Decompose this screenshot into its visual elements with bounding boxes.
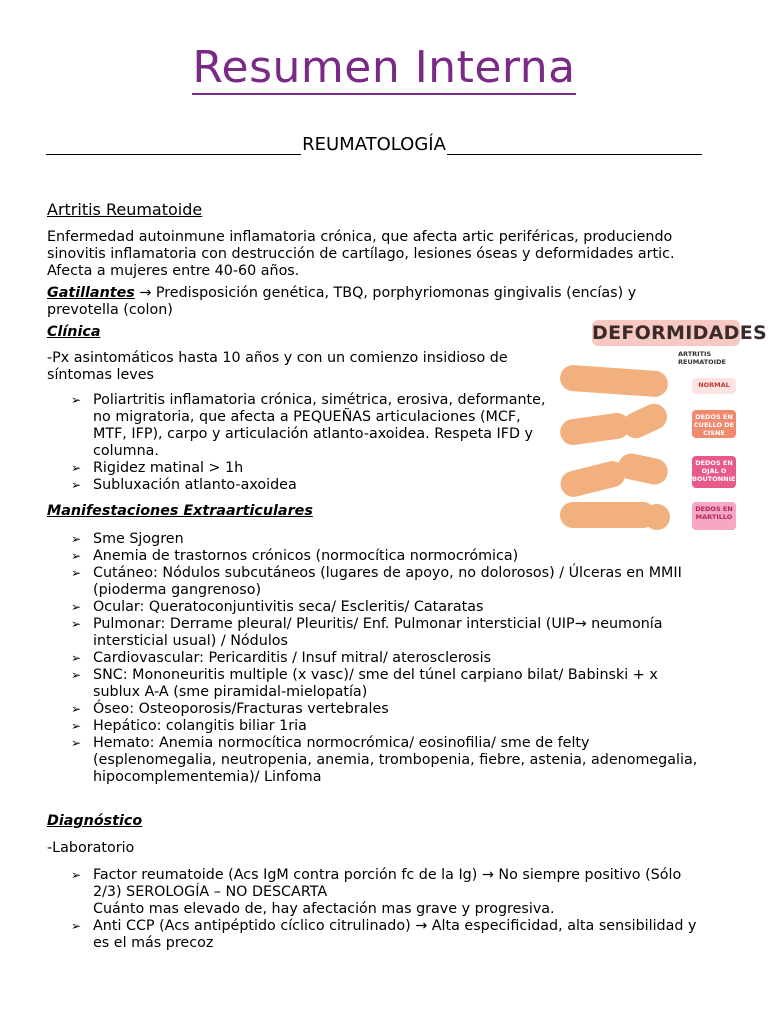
figure-subtitle: ARTRITIS REUMATOIDE <box>678 350 726 366</box>
list-item: ➢ Ocular: Queratoconjuntivitis seca/ Escleritis/ Cataratas <box>71 599 484 615</box>
list-item: ➢ Hemato: Anemia normocítica normocrómica/ eosinofilia/ sme de felty (esplenomegalia, neutropenia, anemia, trombopenia, fiebre, astenia, adenomegalia, hipocomplementemia)/ Linfoma <box>71 735 698 785</box>
gatillantes-text: → Predisposición genética, TBQ, porphyriomonas gingivalis (encías) y prevotella (colon) <box>47 285 637 318</box>
finger-martillo-icon <box>560 502 656 528</box>
heading-artritis: Artritis Reumatoide <box>47 200 203 219</box>
heading-clinica: Clínica <box>47 324 101 340</box>
list-item: ➢ Rigidez matinal > 1h <box>71 460 244 476</box>
heading-extraarticulares: Manifestaciones Extraarticulares <box>47 503 313 519</box>
label-cuello-cisne: DEDOS EN CUELLO DE CISNE <box>692 410 736 438</box>
list-item: ➢ Sme Sjogren <box>71 531 184 547</box>
list-item: ➢ Poliartritis inflamatoria crónica, simétrica, erosiva, deformante, no migratoria, que afecta a PEQUEÑAS articulaciones (MCF, MTF, IFP), carpo y articulación atlanto-axoidea. Respeta IFD y columna. <box>71 392 546 459</box>
page-title: Resumen Interna <box>192 42 576 93</box>
finger-cisne-tip-icon <box>619 399 672 442</box>
label-boutonniere: DEDOS EN OJAL O BOUTONNIERE <box>692 456 736 488</box>
intro-paragraph: Enfermedad autoinmune inflamatoria crónica, que afecta artic periféricas, produciendo sinovitis inflamatoria con destrucción de cartílago, lesiones óseas y deformidades artic. Afecta a mujeres entre 40-60 años. <box>47 229 675 279</box>
finger-normal-icon <box>559 364 669 397</box>
gatillantes-label: Gatillantes <box>47 285 135 301</box>
list-item: ➢ Anti CCP (Acs antipéptido cíclico citrulinado) → Alta especificidad, alta sensibilidad y es el más precoz <box>71 918 697 951</box>
list-item: ➢ SNC: Mononeuritis multiple (x vasc)/ sme del túnel carpiano bilat/ Babinski + x sublux A-A (sme piramidal-mielopatía) <box>71 667 658 700</box>
section-title: REUMATOLOGÍA <box>302 134 446 155</box>
extra-list <box>47 531 707 786</box>
list-item: ➢ Factor reumatoide (Acs IgM contra porción fc de la Ig) → No siempre positivo (Sólo 2/3) SEROLOGÍA – NO DESCARTA Cuánto mas elevado de, hay afectación mas grave y progresiva. <box>71 867 682 917</box>
finger-cisne-icon <box>559 411 632 446</box>
list-item: ➢ Óseo: Osteoporosis/Fracturas vertebrales <box>71 701 389 717</box>
diagnostico-list <box>47 867 707 952</box>
list-item: ➢ Cardiovascular: Pericarditis / Insuf mitral/ aterosclerosis <box>71 650 492 666</box>
label-normal: NORMAL <box>692 378 736 394</box>
deformidades-figure <box>556 318 767 530</box>
section-divider <box>46 135 702 155</box>
heading-diagnostico: Diagnóstico <box>47 813 143 829</box>
list-item: ➢ Cutáneo: Nódulos subcutáneos (lugares de apoyo, no dolorosos) / Úlceras en MMII (pioderma gangrenoso) <box>71 565 682 598</box>
figure-title: DEFORMIDADES <box>592 322 767 344</box>
document-body <box>47 200 707 952</box>
list-item: ➢ Anemia de trastornos crónicos (normocítica normocrómica) <box>71 548 519 564</box>
label-martillo: DEDOS EN MARTILLO <box>692 502 736 530</box>
clinica-list <box>47 392 547 494</box>
list-item: ➢ Pulmonar: Derrame pleural/ Pleuritis/ Enf. Pulmonar intersticial (UIP→ neumonía intersticial usual) / Nódulos <box>71 616 663 649</box>
finger-boutonniere-tip-icon <box>616 451 670 487</box>
diagnostico-intro: -Laboratorio <box>47 840 135 856</box>
list-item: ➢ Hepático: colangitis biliar 1ria <box>71 718 307 734</box>
gatillantes-paragraph <box>47 285 707 319</box>
list-item: ➢ Subluxación atlanto-axoidea <box>71 477 297 493</box>
clinica-intro: -Px asintomáticos hasta 10 años y con un comienzo insidioso de síntomas leves <box>47 350 508 383</box>
